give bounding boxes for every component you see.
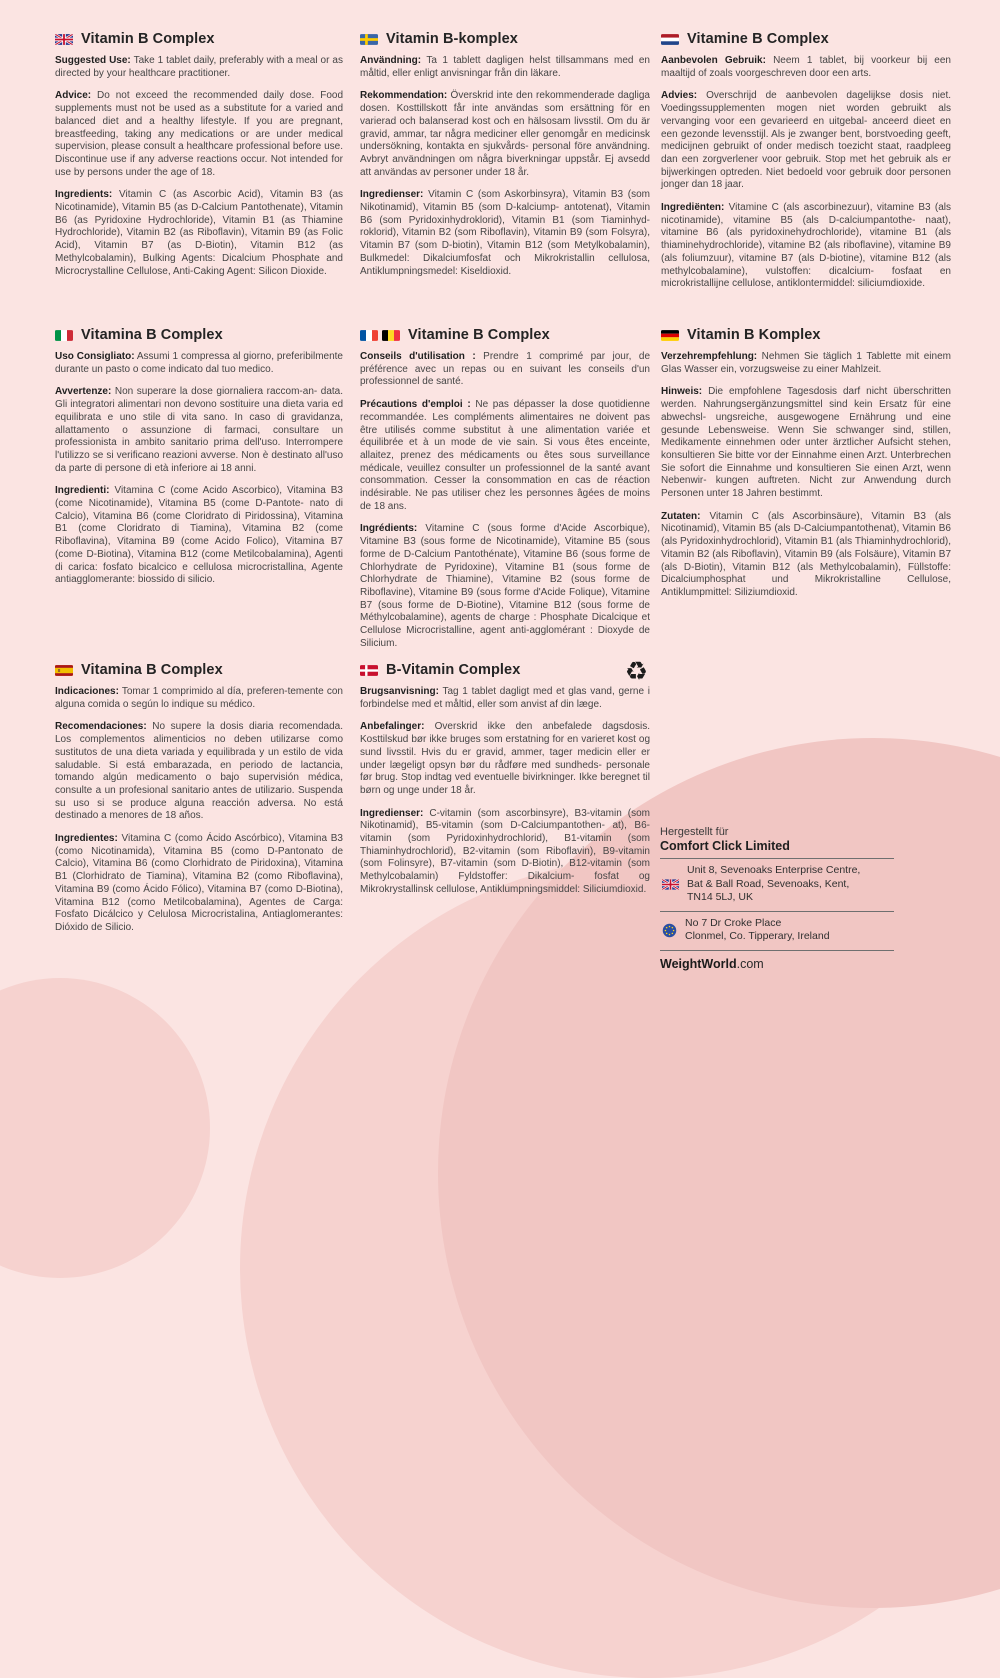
usage-paragraph: Indicaciones: Tomar 1 comprimido al día, preferen-temente con alguna comida o según lo indique su médico. xyxy=(55,686,343,710)
ingredients-paragraph: Ingrediënten: Vitamine C (als ascorbinezuur), vitamine B3 (als nicotinamide), vitamine B5 (als D-calciumpantothe- naat), vitamine B6 (als pyridoxinehydrochloride), vitamine B1 (als thiaminehydrochloride), vitamine B2 (als riboflavine), vitamine B9 (als foliumzuur), vitamine B7 (als D-biotine), vitamine B12 (als methylcobalamine), vulstoffen: dicalcium- fosfaat en microkristallijne cellulose, antiklontermiddel: siliciumdioxide. xyxy=(661,202,952,290)
usage-paragraph: Conseils d'utilisation : Prendre 1 comprimé par jour, de préférence avec un repas ou en suivant les conseils d'un professionnel de santé. xyxy=(360,351,651,388)
advice-paragraph: Anbefalinger: Overskrid ikke den anbefalede dagsdosis. Kosttilskud bør ikke bruges som erstatning for en varieret kost og sund livsstil. Hvis du er gravid, ammer, tager medicin eller er under lægeligt opsyn bør du rådføre med sundheds- personale før brug. Stop indtag ved eventuelle bivirkninger. Ikke beregnet til børn og unge under 18 år. xyxy=(360,721,650,796)
section-german xyxy=(661,327,951,610)
italy-flag-icon xyxy=(55,330,73,341)
ingredients-paragraph: Ingredientes: Vitamina C (como Ácido Ascórbico), Vitamina B3 (como Nicotinamida), Vitamina B5 (como D-Pantonato de Calcio), Vitamina B6 (como Clorhidrato de Piridoxina), Vitamina B1 (Clorhidrato de Tiamina), Vitamina B2 (como Riboflavina), Vitamina B9 (como Ácido Fólico), Vitamina B7 (como D-Biotina), Vitamina B12 (como Metilcobalamina), Agentes de Carga: Fosfato Dicálcico y Celulosa Microcristalina, Antiaglomerantes: Dióxido de Silicio. xyxy=(55,833,343,933)
denmark-flag-icon xyxy=(360,665,378,676)
section-danish xyxy=(360,662,650,907)
advice-paragraph: Advies: Overschrijd de aanbevolen dagelijkse dosis niet. Voedingssupplementen mogen niet worden gebruikt als vervanging voor een gevarieerd en uitgebal- anceerd dieet en een gezonde levensstijl. Als je zwanger bent, borstvoeding geeft, medicijnen gebruikt of onder medisch toezicht staat, raadpleeg dan een zorgverlener voor gebruik. Stop met het gebruik als er bijwerkingen optreden. Niet bedoeld voor gebruik door personen jonger dan 18 jaar. xyxy=(661,90,952,191)
ireland-address-row xyxy=(660,911,894,950)
advice-paragraph: Rekommendation: Överskrid inte den rekommenderade dagliga dosen. Kosttillskott får inte användas som ersättning för en varierad och balanserad kost och en hälsosam livsstil. Om du är gravid, ammar, tar några mediciner eller genomgår en medicinsk undersökning, kontakta en sjukvårds- personal före användning. Avbryt användningen om några biverkningar uppstår. Ej avsedd att användas av personer under 18 år. xyxy=(360,90,650,178)
website: WeightWorld.com xyxy=(660,950,894,971)
usage-paragraph: Suggested Use: Take 1 tablet daily, preferably with a meal or as directed by your healthcare practitioner. xyxy=(55,55,343,79)
uk-flag-icon xyxy=(55,34,73,45)
advice-paragraph: Avvertenze: Non superare la dose giornaliera raccom-an- data. Gli integratori alimentari non devono sostituire una dieta varia ed equilibrata e uno stile di vita sano. In caso di gravidanza, allattamento o assunzione di farmaci, consultare un professionista in ambito sanitario prima dell'uso. Interrompere l'utilizzo se si verificano reazioni avverse. Non è destinato all'uso da parte di persone di età inferiore ai 18 anni. xyxy=(55,386,344,474)
spain-flag-icon xyxy=(55,665,73,676)
section-title-text: Vitamin B Complex xyxy=(81,31,215,47)
section-title xyxy=(661,327,951,343)
advice-paragraph: Recomendaciones: No supere la dosis diaria recomendada. Los complementos alimenticios no deben utilizarse como sustitutos de una dieta variada y equilibrada y un estilo de vida saludable. Si está embarazada, en periodo de lactancia, tomando algún medicamento o bajo supervisión médica, consulte a un profesional sanitario antes de utilizario. Suspenda su uso si se produce alguna reacción adversa. No está destinado a menores de 18 años. xyxy=(55,721,343,822)
uk-address-row xyxy=(660,858,894,911)
section-title xyxy=(360,31,650,47)
section-title-text: Vitamin B-komplex xyxy=(386,31,518,47)
section-title-text: Vitamina B Complex xyxy=(81,662,223,678)
section-english xyxy=(55,31,343,288)
section-title xyxy=(55,327,343,343)
usage-paragraph: Användning: Ta 1 tablett dagligen helst tillsammans med en måltid, eller enligt anvisningar från din läkare. xyxy=(360,55,650,79)
usage-paragraph: Verzehrempfehlung: Nehmen Sie täglich 1 Tablette mit einem Glas Wasser ein, vorzugsweise zu einer Mahlzeit. xyxy=(661,351,951,375)
usage-paragraph: Aanbevolen Gebruik: Neem 1 tablet, bij voorkeur bij een maaltijd of zoals voorgeschreven door een arts. xyxy=(661,55,951,79)
section-title-text: Vitamine B Complex xyxy=(687,31,829,47)
belgium-flag-icon xyxy=(382,330,400,341)
triman-recycling-icon: ♻ xyxy=(624,656,648,687)
section-title xyxy=(360,662,650,678)
advice-paragraph: Hinweis: Die empfohlene Tagesdosis darf nicht überschritten werden. Nahrungsergänzungsmittel sind kein Ersatz für eine abwechsl- ungsreiche, ausgewogene Ernährung und eine gesunde Lebensweise. Wenn Sie schwanger sind, stillen, Medikamente einnehmen oder unter ärztlicher Aufsicht stehen, konsultieren Sie bitte vor der Einnahme einen Arzt. Unterbrechen Sie sofort die Einnahme und konsultieren Sie einen Arzt, wenn Nebenwir- kungen auftreten. Nicht zur Anwendung durch Personen unter 18 Jahren bestimmt. xyxy=(661,386,951,500)
section-swedish xyxy=(360,31,650,288)
uk-flag-icon xyxy=(662,879,679,890)
section-spanish xyxy=(55,662,343,945)
section-title xyxy=(55,31,343,47)
section-title-text: Vitamine B Complex xyxy=(408,327,550,343)
germany-flag-icon xyxy=(661,330,679,341)
background-circle-small xyxy=(0,978,210,1278)
manufacturer-block xyxy=(660,826,894,971)
uk-address: Unit 8, Sevenoaks Enterprise Centre, Bat & Ball Road, Sevenoaks, Kent, TN14 5LJ, UK xyxy=(687,864,861,903)
france-flag-icon xyxy=(360,330,378,341)
advice-paragraph: Précautions d'emploi : Ne pas dépasser la dose quotidienne recommandée. Les compléments alimentaires ne doivent pas être utilisés comme substitut à une alimentation variée et équilibrée et à un mode de vie sain. Si vous êtes enceinte, allaitez, prenez des médicaments ou êtes sous surveillance médicale, veuillez consulter un professionnel de la santé avant consommation. Cesser la consommation en cas de réaction indésirable. Ne pas utiliser chez les personnes âgées de moins de 18 ans. xyxy=(360,399,650,512)
ingredients-paragraph: Ingrédients: Vitamine C (sous forme d'Acide Ascorbique), Vitamine B3 (sous forme de Nicotinamide), Vitamine B5 (sous forme de D-Calcium Pantothénate), Vitamine B6 (sous forme de Chlorhydrate de Pyridoxine), Vitamine B1 (sous forme de Chlorhydrate de Thiamine), Vitamine B2 (sous forme de Riboflavine), Vitamine B9 (sous forme d'Acide Folique), Vitamine B7 (sous forme de D-Biotine), Vitamine B12 (sous forme de Méthylcobalamine), agents de charge : Phosphate Dicalcique et Cellulose Microcristalline, agent anti-agglomérant : Dioxyde de Silicium. xyxy=(360,523,650,649)
company-name: Comfort Click Limited xyxy=(660,839,790,853)
ingredients-paragraph: Zutaten: Vitamin C (als Ascorbinsäure), Vitamin B3 (als Nicotinamid), Vitamin B5 (als D-Calciumpantothenat), Vitamin B6 (als Pyridoxinhydrochlorid), Vitamin B1 (als Thiaminhydrochlorid), Vitamin B2 (als Riboflavin), Vitamin B9 (als Folsäure), Vitamin B7 (als D-Biotin), Vitamin B12 (als Methylcobalamin), Füllstoffe: Dicalciumphosphat und Mikrokristalline Cellulose, Antiklumpmittel: Siliziumdioxid. xyxy=(661,510,952,598)
manufactured-for-label: Hergestellt für xyxy=(660,826,729,838)
ingredients-paragraph: Ingredienser: Vitamin C (som Askorbinsyra), Vitamin B3 (som Nikotinamid), Vitamin B5 (som D-kalciump- antotenat), Vitamin B6 (som Pyridoxinhydroklorid), Vitamin B1 (som Tiaminhyd- roklorid), Vitamin B2 (som Riboflavin), Vitamin B9 (som Folsyra), Vitamin B7 (som D-biotin), Vitamin B12 (som Metylkobalamin), Bulkmedel: Dikalciumfosfat och Mikrokristallin cellulosa, Antiklumpningsmedel: Kiseldioxid. xyxy=(360,189,651,277)
usage-paragraph: Brugsanvisning: Tag 1 tablet dagligt med et glas vand, gerne i forbindelse med et måltid, eller som anvist af din læge. xyxy=(360,686,650,710)
ingredients-paragraph: Ingredienti: Vitamina C (come Acido Ascorbico), Vitamina B3 (come Nicotinamide), Vitamina B5 (come D-Pantote- nato di Calcio), Vitamina B6 (come Cloridrato di Piridossina), Vitamina B1 (come Cloridrato di Tiamina), Vitamina B2 (come Riboflavina), Vitamina B9 (come Acido Folico), Vitamina B7 (come D-Biotina), Vitamina B12 (come Metilcobalamina), Agenti di carica: fosfato bicalcico e cellulosa microcristallina, Agente antiagglomerante: biossido di silicio. xyxy=(55,485,343,586)
netherlands-flag-icon xyxy=(661,34,679,45)
usage-paragraph: Uso Consigliato: Assumi 1 compressa al giorno, preferibilmente durante un pasto o come indicato dal tuo medico. xyxy=(55,351,343,375)
ingredients-paragraph: Ingredients: Vitamin C (as Ascorbic Acid), Vitamin B3 (as Nicotinamide), Vitamin B5 (as D-Calcium Pantothenate), Vitamin B6 (as Pyridoxine Hydrochloride), Vitamin B1 (as Thiamine Hydrochloride), Vitamin B2 (as Riboflavin), Vitamin B9 (as Folic Acid), Vitamin B7 (as D-Biotin), Vitamin B12 (as Methylcobalamin), Bulking Agents: Dicalcium Phosphate and Microcrystalline Cellulose, Anti-Caking Agent: Silicon Dioxide. xyxy=(55,189,343,277)
section-italian xyxy=(55,327,343,597)
advice-paragraph: Advice: Do not exceed the recommended daily dose. Food supplements must not be used as a substitute for a varied and balanced diet and a healthy lifestyle. If you are pregnant, breastfeeding, taking any medications or are under medical supervision, please consult a healthcare professional before use. Discontinue use if any adverse reactions occur. Not intended for use by persons under the age of 18. xyxy=(55,90,343,178)
sweden-flag-icon xyxy=(360,34,378,45)
section-title xyxy=(360,327,650,343)
section-dutch xyxy=(661,31,951,301)
section-title-text: Vitamina B Complex xyxy=(81,327,223,343)
section-title xyxy=(661,31,951,47)
section-title-text: B-Vitamin Complex xyxy=(386,662,521,678)
eu-flag-icon xyxy=(662,923,677,938)
section-french xyxy=(360,327,650,685)
ireland-address: No 7 Dr Croke Place Clonmel, Co. Tipperary, Ireland xyxy=(685,916,830,942)
ingredients-paragraph: Ingredienser: C-vitamin (som ascorbinsyre), B3-vitamin (som Nikotinamid), B5-vitamin (som D-Calciumpantothen- at), B6-vitamin (som Pyridoxinhydrochlorid), B1-vitamin (som Thiaminhydrochlorid), B2-vitamin (som Riboflavin), B9-vitamin (som Folinsyre), B7-vitamin (som D-Biotin), B12-vitamin (som Methylcobalamin) Fyldstoffer: Dikalcium- fosfat og Mikrokrystallinsk cellulose, Antiklumpningsmiddel: Siliciumdioxid. xyxy=(360,807,651,895)
section-title xyxy=(55,662,343,678)
section-title-text: Vitamin B Komplex xyxy=(687,327,821,343)
